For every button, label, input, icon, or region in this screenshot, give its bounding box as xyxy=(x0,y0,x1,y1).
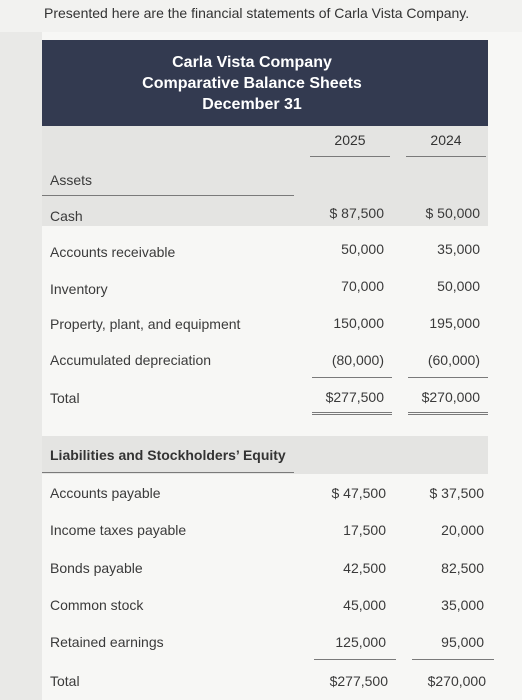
value-2024: 35,000 xyxy=(441,597,484,613)
statement-header xyxy=(42,40,488,126)
value-2025-total: $277,500 xyxy=(325,389,384,405)
total-double-rule xyxy=(312,412,392,415)
value-2025: 125,000 xyxy=(335,634,386,650)
value-2025: 70,000 xyxy=(341,278,384,294)
statement-date: December 31 xyxy=(202,96,302,113)
section-rule xyxy=(42,195,294,196)
intro-text: Presented here are the financial statements of Carla Vista Company. xyxy=(0,0,522,32)
value-2025: $ 47,500 xyxy=(331,485,386,501)
value-2025: $ 87,500 xyxy=(329,205,384,221)
column-rule xyxy=(310,156,390,157)
statement-title: Comparative Balance Sheets xyxy=(142,75,362,92)
value-2025: 45,000 xyxy=(343,597,386,613)
row-label: Bonds payable xyxy=(50,560,143,576)
value-2024: $ 37,500 xyxy=(429,485,484,501)
section-title-liabilities: Liabilities and Stockholders’ Equity xyxy=(50,447,286,463)
value-2024: 50,000 xyxy=(437,278,480,294)
subtotal-rule xyxy=(408,377,488,378)
balance-sheet xyxy=(42,32,522,700)
subtotal-rule xyxy=(412,659,494,660)
row-label: Cash xyxy=(50,208,83,224)
value-2024: 20,000 xyxy=(441,522,484,538)
row-label: Inventory xyxy=(50,281,108,297)
value-2024-total: $270,000 xyxy=(427,673,486,689)
subtotal-rule xyxy=(314,659,396,660)
total-double-rule xyxy=(408,412,488,415)
value-2025-total: $277,500 xyxy=(329,673,388,689)
row-label: Accounts receivable xyxy=(50,244,176,260)
value-2024: (60,000) xyxy=(427,352,480,368)
section-title-assets: Assets xyxy=(50,172,93,188)
value-2025: (80,000) xyxy=(331,352,384,368)
column-header-2025: 2025 xyxy=(334,132,366,148)
value-2025: 150,000 xyxy=(333,315,384,331)
value-2025: 42,500 xyxy=(343,560,386,576)
value-2024: 35,000 xyxy=(437,241,480,257)
column-header-2024: 2024 xyxy=(430,132,462,148)
row-label: Accounts payable xyxy=(50,485,161,501)
row-label-total: Total xyxy=(50,673,80,689)
column-rule xyxy=(406,156,486,157)
section-rule xyxy=(42,472,294,473)
subtotal-rule xyxy=(312,377,392,378)
value-2024-total: $270,000 xyxy=(421,389,480,405)
row-label: Common stock xyxy=(50,597,144,613)
row-label: Income taxes payable xyxy=(50,522,187,538)
company-name: Carla Vista Company xyxy=(172,54,332,71)
value-2024: 195,000 xyxy=(429,315,480,331)
value-2025: 17,500 xyxy=(343,522,386,538)
row-label: Property, plant, and equipment xyxy=(50,316,241,332)
value-2025: 50,000 xyxy=(341,241,384,257)
value-2024: 95,000 xyxy=(441,634,484,650)
row-label: Retained earnings xyxy=(50,634,164,650)
row-label-total: Total xyxy=(50,390,80,406)
value-2024: $ 50,000 xyxy=(425,205,480,221)
row-label: Accumulated depreciation xyxy=(50,352,212,368)
value-2024: 82,500 xyxy=(441,560,484,576)
